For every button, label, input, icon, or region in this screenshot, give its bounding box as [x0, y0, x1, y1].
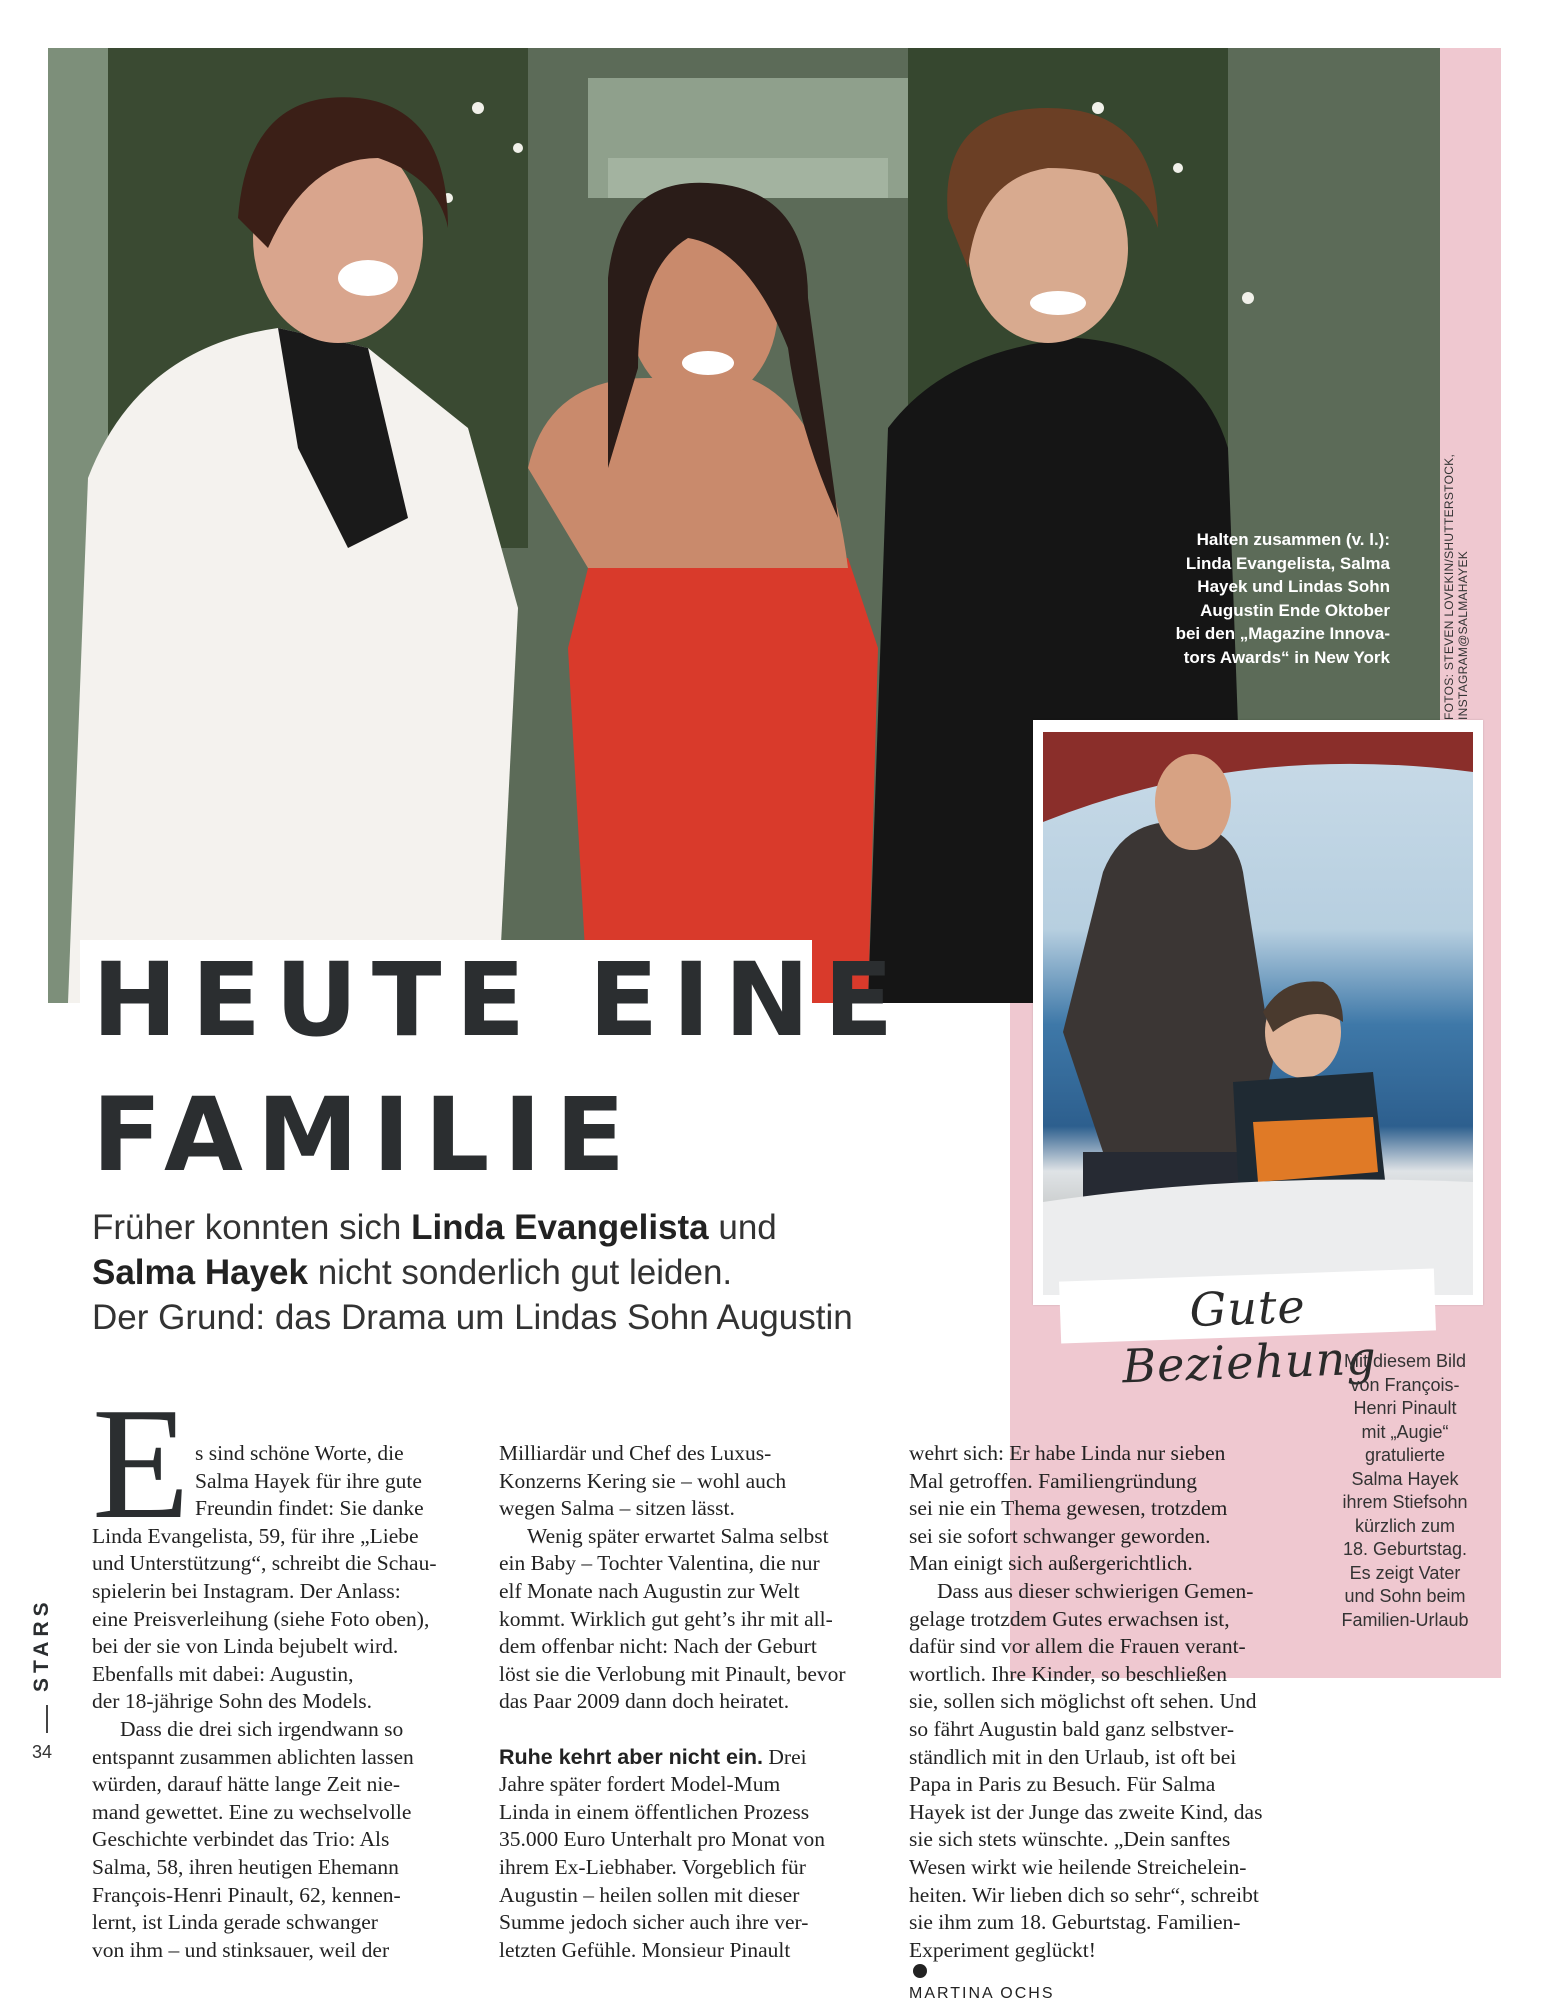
inset-caption-line: Henri Pinault — [1353, 1398, 1457, 1418]
deck-text: Früher konnten sich — [92, 1208, 412, 1247]
article-column-1 — [92, 1440, 460, 1964]
body-line: wortlich. Ihre Kinder, so beschließen — [909, 1661, 1227, 1686]
inset-photo-illustration — [1043, 732, 1473, 1295]
body-line — [499, 1744, 889, 1772]
inset-caption-line: kürzlich zum — [1354, 1515, 1456, 1536]
body-line: kommt. Wirklich gut geht’s ihr mit all- — [499, 1606, 833, 1631]
body-line: ständlich mit in den Urlaub, ist oft bei — [909, 1744, 1237, 1769]
headline-line-2: FAMILIE — [92, 1076, 639, 1195]
body-line: Linda in einem öffentlichen Prozess — [499, 1799, 810, 1824]
body-line: Dass die drei sich irgendwann so — [120, 1716, 404, 1741]
article-column-3 — [909, 1440, 1299, 2008]
body-line: Freundin findet: Sie danke — [195, 1496, 424, 1521]
body-line: Milliardär und Chef des Luxus- — [499, 1441, 772, 1465]
body-line: Papa in Paris zu Besuch. Für Salma — [909, 1772, 1216, 1797]
page-number: 34 — [32, 1742, 53, 1762]
inset-caption-line: 18. Geburtstag. — [1342, 1539, 1468, 1559]
body-line: dafür sind vor allem die Frauen verant- — [909, 1634, 1246, 1659]
end-mark-icon — [913, 1964, 927, 1978]
body-line: löst sie die Verlobung mit Pinault, bevor — [499, 1661, 846, 1686]
inset-photo — [1043, 732, 1473, 1295]
deck-name-linda: Linda Evangelista — [411, 1208, 709, 1247]
body-line: Man einigt sich außergerichtlich. — [909, 1551, 1193, 1576]
inset-caption-line: mit „Augie“ — [1361, 1421, 1449, 1442]
body-line: das Paar 2009 dann doch heiratet. — [499, 1689, 790, 1714]
inset-caption — [1320, 1350, 1490, 1632]
subhead: Ruhe kehrt aber nicht ein. — [499, 1744, 764, 1769]
hero-caption-line: Hayek und Lindas Sohn — [1197, 577, 1390, 596]
body-line: Salma, 58, ihren heutigen Ehemann — [92, 1854, 399, 1879]
deck-text: Der Grund: das Drama um Lindas Sohn Augustin — [92, 1298, 853, 1337]
body-line: Augustin – heilen sollen mit dieser — [499, 1882, 800, 1907]
inset-caption-line: Familien-Urlaub — [1341, 1609, 1469, 1630]
body-line: sie, sollen sich möglichst oft sehen. Und — [909, 1689, 1257, 1714]
body-line: lernt, ist Linda gerade schwanger — [92, 1910, 378, 1935]
deck — [92, 1205, 992, 1340]
hero-caption-line: Augustin Ende Oktober — [1200, 600, 1390, 620]
body-line: sie sich stets wünschte. „Dein sanftes — [909, 1827, 1231, 1852]
headline-line-1: HEUTE EINE — [92, 941, 908, 1060]
body-line: spielerin bei Instagram. Der Anlass: — [92, 1578, 401, 1603]
body-line: dem offenbar nicht: Nach der Geburt — [499, 1634, 817, 1659]
body-line: Hayek ist der Junge das zweite Kind, das — [909, 1799, 1263, 1824]
body-line: 35.000 Euro Unterhalt pro Monat von — [499, 1827, 826, 1852]
body-line: der 18-jährige Sohn des Models. — [92, 1689, 373, 1714]
body-line: Summe jedoch sicher auch ihre ver- — [499, 1910, 809, 1935]
inset-caption-line: Mit diesem Bild — [1343, 1351, 1467, 1371]
body-line: François-Henri Pinault, 62, kennen- — [92, 1882, 401, 1907]
body-line: würden, darauf hätte lange Zeit nie- — [92, 1772, 401, 1797]
body-line: ein Baby – Tochter Valentina, die nur — [499, 1551, 820, 1576]
body-line: und Unterstützung“, schreibt die Schau- — [92, 1551, 437, 1576]
handwritten-label: Gute Beziehung — [1121, 1278, 1378, 1394]
paragraph-gap — [499, 1716, 889, 1744]
inset-caption-line: Es zeigt Vater — [1349, 1562, 1461, 1583]
hero-caption-line: Halten zusammen (v. l.): — [1196, 530, 1390, 549]
photo-credit: FOTOS: STEVEN LOVEKIN/SHUTTERSTOCK, INSTAGRAM@SALMAHAYEK — [1442, 453, 1470, 720]
inset-caption-line: von François- — [1350, 1374, 1460, 1395]
hero-caption-line: bei den „Magazine Innova- — [1175, 624, 1390, 643]
inset-caption-line: und Sohn beim — [1344, 1586, 1466, 1606]
body-line: so fährt Augustin bald ganz selbstver- — [909, 1716, 1234, 1741]
hero-caption-line: Linda Evangelista, Salma — [1185, 553, 1390, 573]
section-rule — [46, 1705, 48, 1733]
body-line: wegen Salma – sitzen lässt. — [499, 1496, 735, 1521]
body-line: Ebenfalls mit dabei: Augustin, — [92, 1661, 354, 1686]
body-line: Linda Evangelista, 59, für ihre „Liebe — [92, 1523, 419, 1548]
body-line: sei sie sofort schwanger geworden. — [909, 1523, 1211, 1548]
inset-caption-line: ihrem Stiefsohn — [1342, 1492, 1468, 1512]
body-line: Geschichte verbindet das Trio: Als — [92, 1827, 390, 1852]
body-line: Wenig später erwartet Salma selbst — [527, 1523, 829, 1548]
body-line: sie ihm zum 18. Geburtstag. Familien- — [909, 1910, 1241, 1935]
body-line: letzten Gefühle. Monsieur Pinault — [499, 1937, 791, 1962]
body-line: von ihm – und stinksauer, weil der — [92, 1937, 390, 1962]
body-line: entspannt zusammen ablichten lassen — [92, 1744, 414, 1769]
deck-name-salma: Salma Hayek — [92, 1253, 308, 1292]
body-line: eine Preisverleihung (siehe Foto oben), — [92, 1606, 430, 1631]
body-text: Experiment geglückt! — [909, 1937, 1096, 1962]
body-line: Mal getroffen. Familiengründung — [909, 1468, 1198, 1493]
deck-text: nicht sonderlich gut leiden. — [307, 1253, 733, 1292]
body-line: Dass aus dieser schwierigen Gemen- — [937, 1578, 1254, 1603]
inset-caption-line: Salma Hayek — [1351, 1468, 1459, 1489]
hero-caption — [1140, 528, 1390, 669]
drop-cap: E — [92, 1374, 190, 1552]
body-line: s sind schöne Worte, die — [195, 1441, 404, 1465]
body-line: wehrt sich: Er habe Linda nur sieben — [909, 1441, 1226, 1465]
body-line: Konzerns Kering sie – wohl auch — [499, 1468, 787, 1493]
deck-text: und — [708, 1208, 777, 1247]
section-label: STARS — [30, 1597, 53, 1692]
body-line: mand gewettet. Eine zu wechselvolle — [92, 1799, 412, 1824]
body-line: sei nie ein Thema gewesen, trotzdem — [909, 1496, 1228, 1521]
body-line: gelage trotzdem Gutes erwachsen ist, — [909, 1606, 1230, 1631]
inset-caption-line: gratulierte — [1364, 1445, 1446, 1465]
hero-caption-line: tors Awards“ in New York — [1183, 647, 1390, 667]
body-line: elf Monate nach Augustin zur Welt — [499, 1578, 800, 1603]
body-line: Jahre später fordert Model-Mum — [499, 1772, 781, 1797]
inset-photo-frame — [1033, 720, 1483, 1305]
body-line: heiten. Wir lieben dich so sehr“, schreibt — [909, 1882, 1259, 1907]
body-text: Drei — [763, 1744, 807, 1769]
body-line — [909, 1937, 1299, 2008]
author-byline: MARTINA OCHS — [909, 1985, 1055, 2003]
article-column-2 — [499, 1440, 889, 1964]
body-line: bei der sie von Linda bejubelt wird. — [92, 1634, 399, 1659]
body-line: Salma Hayek für ihre gute — [195, 1468, 422, 1493]
body-line: ihrem Ex-Liebhaber. Vorgeblich für — [499, 1854, 806, 1879]
body-line: Wesen wirkt wie heilende Streichelein- — [909, 1854, 1247, 1879]
